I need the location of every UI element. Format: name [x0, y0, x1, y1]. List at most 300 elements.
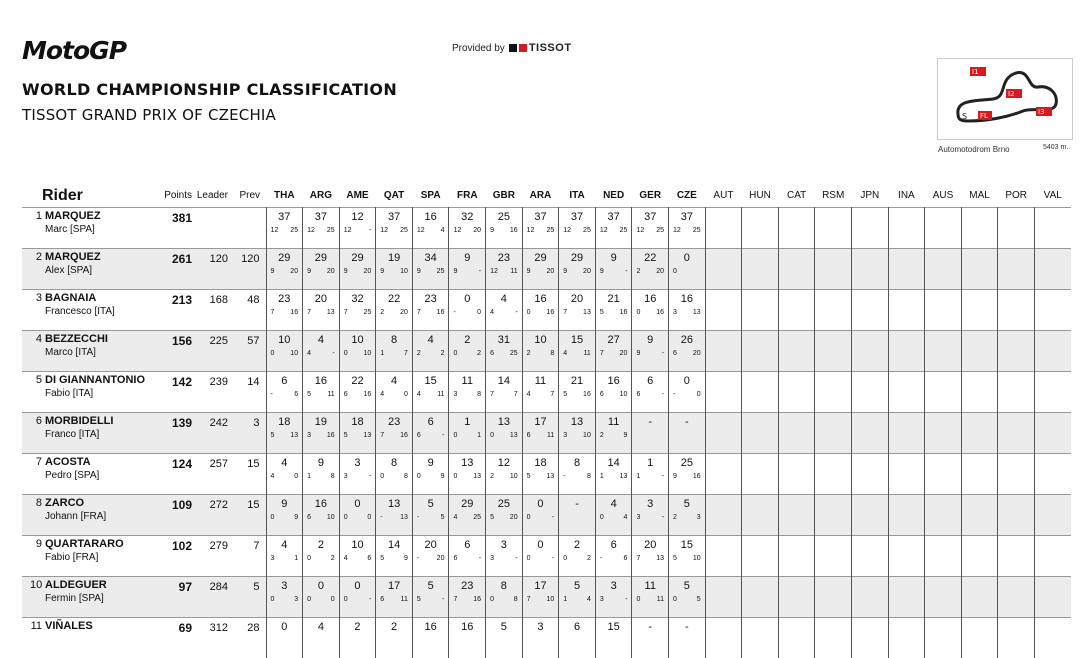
race-result-cell — [339, 372, 376, 413]
rider-points: 102 — [154, 536, 196, 577]
future-race-cell — [1034, 536, 1071, 577]
future-race-header-aut: AUT — [705, 184, 742, 208]
race-points: 13 — [363, 432, 371, 439]
rider-points: 124 — [154, 454, 196, 495]
race-points: 13 — [693, 309, 701, 316]
sprint-points: 9 — [673, 473, 677, 480]
race-total: 13 — [559, 416, 595, 428]
race-result-cell — [522, 208, 559, 249]
race-result-cell — [486, 454, 523, 495]
race-total: 3 — [596, 580, 632, 592]
race-result-cell — [266, 290, 303, 331]
race-points: - — [442, 432, 444, 439]
track-label-i3: I3 — [1038, 108, 1045, 116]
race-result-cell — [632, 331, 669, 372]
sprint-points: 6 — [380, 596, 384, 603]
race-result-cell — [376, 454, 413, 495]
race-result-cell — [266, 495, 303, 536]
sprint-points: 9 — [417, 268, 421, 275]
race-points: 9 — [404, 555, 408, 562]
rider-first-name: Johann [FRA] — [30, 511, 154, 522]
future-race-cell — [925, 454, 962, 495]
rider-cell — [22, 249, 154, 290]
sprint-points: 12 — [490, 268, 498, 275]
race-total: 16 — [596, 375, 632, 387]
gap-to-leader: 272 — [196, 495, 234, 536]
race-total: 29 — [523, 252, 559, 264]
race-total: 37 — [632, 211, 668, 223]
race-total: 25 — [486, 498, 522, 510]
race-points: 7 — [404, 350, 408, 357]
gap-to-prev: 3 — [234, 413, 266, 454]
race-header-ame: AME — [339, 184, 376, 208]
race-total: 16 — [449, 621, 485, 633]
race-result-cell — [486, 372, 523, 413]
rider-first-name: Fabio [ITA] — [30, 388, 154, 399]
sprint-points: 0 — [271, 596, 275, 603]
race-result-cell — [486, 536, 523, 577]
race-result-cell — [486, 290, 523, 331]
race-points: 7 — [514, 391, 518, 398]
future-race-cell — [705, 454, 742, 495]
table-row — [22, 618, 1071, 658]
race-points: 16 — [290, 309, 298, 316]
race-total: 1 — [632, 457, 668, 469]
rider-cell — [22, 577, 154, 618]
race-result-cell — [595, 331, 632, 372]
rider-cell — [22, 331, 154, 372]
race-result-cell — [632, 413, 669, 454]
future-race-cell — [925, 208, 962, 249]
race-result-cell — [595, 618, 632, 658]
race-total: 18 — [340, 416, 376, 428]
rider-last-name: ALDEGUER — [45, 579, 107, 591]
rider-first-name: Marco [ITA] — [30, 347, 154, 358]
race-total: 6 — [632, 375, 668, 387]
race-points: - — [662, 473, 664, 480]
race-total: 14 — [376, 539, 412, 551]
future-race-cell — [998, 536, 1035, 577]
race-points: 11 — [401, 596, 408, 603]
race-points: 20 — [400, 309, 408, 316]
race-points: 25 — [656, 227, 664, 234]
race-result-cell — [303, 290, 340, 331]
race-points: 16 — [546, 309, 554, 316]
future-race-cell — [925, 249, 962, 290]
future-race-cell — [852, 208, 889, 249]
future-race-cell — [961, 208, 998, 249]
race-total: 9 — [303, 457, 339, 469]
sprint-points: 4 — [344, 555, 348, 562]
race-points: 13 — [656, 555, 664, 562]
race-total: 21 — [559, 375, 595, 387]
sprint-points: 0 — [453, 432, 457, 439]
race-result-cell — [376, 208, 413, 249]
race-header-fra: FRA — [449, 184, 486, 208]
rider-first-name: Pedro [SPA] — [30, 470, 154, 481]
gap-to-leader: 312 — [196, 618, 234, 658]
race-result-cell — [559, 208, 596, 249]
race-total: 27 — [596, 334, 632, 346]
race-points: 13 — [473, 473, 481, 480]
race-result-cell — [486, 577, 523, 618]
race-result-cell — [449, 536, 486, 577]
race-result-cell — [522, 536, 559, 577]
future-race-cell — [742, 331, 779, 372]
sprint-points: 0 — [453, 473, 457, 480]
future-race-cell — [742, 290, 779, 331]
race-total: 6 — [596, 539, 632, 551]
rider-cell — [22, 454, 154, 495]
gap-to-leader: 279 — [196, 536, 234, 577]
future-race-cell — [961, 618, 998, 658]
race-total: 0 — [340, 498, 376, 510]
race-result-cell — [559, 495, 596, 536]
rider-position: 4 — [30, 333, 42, 345]
future-race-cell — [705, 331, 742, 372]
race-points: 20 — [693, 350, 701, 357]
future-race-cell — [705, 208, 742, 249]
race-total: 5 — [669, 498, 705, 510]
rider-last-name: ACOSTA — [45, 456, 91, 468]
sprint-points: 0 — [490, 596, 494, 603]
race-result-cell — [266, 618, 303, 658]
race-points: 9 — [441, 473, 445, 480]
race-total: 29 — [340, 252, 376, 264]
sprint-points: 9 — [490, 227, 494, 234]
sprint-points: 3 — [600, 596, 604, 603]
future-race-cell — [1034, 249, 1071, 290]
rider-last-name: MORBIDELLI — [45, 415, 113, 427]
race-points: 8 — [514, 596, 518, 603]
race-points: 10 — [400, 268, 408, 275]
future-race-cell — [852, 413, 889, 454]
future-race-cell — [888, 249, 925, 290]
race-total: 29 — [559, 252, 595, 264]
race-points: - — [552, 555, 554, 562]
race-total: 4 — [303, 621, 339, 633]
rider-points: 156 — [154, 331, 196, 372]
table-row — [22, 372, 1071, 413]
gap-to-prev: 48 — [234, 290, 266, 331]
future-race-cell — [815, 208, 852, 249]
sprint-points: 0 — [307, 596, 311, 603]
race-total: 20 — [559, 293, 595, 305]
race-total: 10 — [340, 539, 376, 551]
rider-points: 261 — [154, 249, 196, 290]
race-result-cell — [486, 413, 523, 454]
race-points: 11 — [657, 596, 664, 603]
race-total: 37 — [376, 211, 412, 223]
race-result-cell — [339, 536, 376, 577]
gap-to-prev — [234, 208, 266, 249]
race-points: 20 — [473, 227, 481, 234]
prev-column-header: Prev — [234, 184, 266, 208]
race-total: 2 — [303, 539, 339, 551]
gap-to-prev: 15 — [234, 454, 266, 495]
race-result-cell — [522, 290, 559, 331]
race-total: 2 — [449, 334, 485, 346]
sprint-points: 0 — [344, 514, 348, 521]
future-race-cell — [815, 372, 852, 413]
future-race-cell — [852, 331, 889, 372]
sprint-points: 2 — [490, 473, 494, 480]
race-result-cell — [266, 372, 303, 413]
sprint-points: - — [673, 391, 675, 398]
future-race-cell — [1034, 331, 1071, 372]
sprint-points: 0 — [490, 432, 494, 439]
race-total: 2 — [340, 621, 376, 633]
race-result-cell — [632, 536, 669, 577]
track-label-i2: I2 — [1008, 90, 1015, 98]
future-race-cell — [815, 331, 852, 372]
race-total: 12 — [340, 211, 376, 223]
sprint-points: 4 — [417, 391, 421, 398]
sprint-points: 6 — [527, 432, 531, 439]
race-total: 23 — [413, 293, 449, 305]
race-result-cell — [303, 249, 340, 290]
future-race-cell — [778, 372, 815, 413]
race-total: 5 — [486, 621, 522, 633]
race-result-cell — [303, 495, 340, 536]
race-points: 9 — [624, 432, 628, 439]
future-race-cell — [815, 413, 852, 454]
future-race-cell — [1034, 577, 1071, 618]
future-race-cell — [1034, 372, 1071, 413]
future-race-cell — [925, 372, 962, 413]
race-result-cell — [559, 618, 596, 658]
future-race-cell — [925, 618, 962, 658]
race-total: 16 — [303, 498, 339, 510]
gap-to-prev: 28 — [234, 618, 266, 658]
future-race-cell — [925, 331, 962, 372]
race-result-cell — [266, 331, 303, 372]
rider-last-name: BEZZECCHI — [45, 333, 108, 345]
race-points: - — [662, 514, 664, 521]
race-result-cell — [595, 577, 632, 618]
race-result-cell — [412, 495, 449, 536]
future-race-cell — [778, 495, 815, 536]
race-total: 4 — [413, 334, 449, 346]
sprint-points: 3 — [490, 555, 494, 562]
race-total: 4 — [376, 375, 412, 387]
race-result-cell — [339, 331, 376, 372]
rider-cell — [22, 290, 154, 331]
future-race-cell — [998, 413, 1035, 454]
race-points: 20 — [656, 268, 664, 275]
race-total: 4 — [486, 293, 522, 305]
future-race-cell — [888, 413, 925, 454]
race-result-cell — [595, 454, 632, 495]
race-total: 3 — [523, 621, 559, 633]
sprint-points: 9 — [344, 268, 348, 275]
future-race-cell — [705, 249, 742, 290]
race-points: 25 — [546, 227, 554, 234]
future-race-cell — [742, 618, 779, 658]
race-result-cell — [266, 413, 303, 454]
race-result-cell — [559, 413, 596, 454]
race-total: 4 — [267, 457, 303, 469]
race-total: - — [559, 498, 595, 510]
race-result-cell — [559, 577, 596, 618]
race-total: 6 — [413, 416, 449, 428]
swiss-cross-icon — [519, 44, 527, 52]
race-result-cell — [376, 331, 413, 372]
race-points: 11 — [510, 268, 517, 275]
race-total: 0 — [340, 580, 376, 592]
race-result-cell — [449, 290, 486, 331]
race-points: 25 — [693, 227, 701, 234]
race-result-cell — [486, 249, 523, 290]
future-race-cell — [742, 249, 779, 290]
rider-cell — [22, 618, 154, 658]
race-result-cell — [449, 618, 486, 658]
sprint-points: - — [453, 309, 455, 316]
race-result-cell — [449, 249, 486, 290]
race-total: 16 — [303, 375, 339, 387]
table-row — [22, 290, 1071, 331]
race-points: - — [332, 350, 334, 357]
race-total: 8 — [376, 334, 412, 346]
race-result-cell — [449, 577, 486, 618]
race-total: 37 — [559, 211, 595, 223]
race-points: - — [662, 350, 664, 357]
sprint-points: 12 — [453, 227, 461, 234]
race-total: 32 — [340, 293, 376, 305]
race-result-cell — [266, 577, 303, 618]
future-race-cell — [705, 536, 742, 577]
gap-to-leader: 257 — [196, 454, 234, 495]
race-points: - — [662, 391, 664, 398]
future-race-cell — [705, 495, 742, 536]
race-result-cell — [559, 536, 596, 577]
future-race-cell — [888, 372, 925, 413]
race-result-cell — [595, 249, 632, 290]
race-points: 16 — [437, 309, 445, 316]
race-total: 9 — [596, 252, 632, 264]
race-result-cell — [412, 208, 449, 249]
race-points: 20 — [363, 268, 371, 275]
sprint-points: 5 — [563, 391, 567, 398]
race-total: 19 — [376, 252, 412, 264]
race-result-cell — [632, 454, 669, 495]
sprint-points: 9 — [307, 268, 311, 275]
race-total: 25 — [486, 211, 522, 223]
race-result-cell — [595, 536, 632, 577]
sprint-points: 0 — [271, 350, 275, 357]
race-total: - — [669, 416, 705, 428]
race-result-cell — [339, 577, 376, 618]
race-points: - — [442, 596, 444, 603]
race-total: 20 — [303, 293, 339, 305]
future-race-cell — [998, 208, 1035, 249]
sprint-points: - — [271, 391, 273, 398]
rider-last-name: DI GIANNANTONIO — [45, 374, 145, 386]
sprint-points: 0 — [527, 555, 531, 562]
race-total: 4 — [267, 539, 303, 551]
sprint-points: 9 — [636, 350, 640, 357]
race-total: 8 — [559, 457, 595, 469]
sprint-points: 2 — [636, 268, 640, 275]
sprint-points: 0 — [600, 514, 604, 521]
rider-first-name: Fermin [SPA] — [30, 593, 154, 604]
race-total: 8 — [486, 580, 522, 592]
race-points: 1 — [477, 432, 481, 439]
race-result-cell — [559, 331, 596, 372]
race-result-cell — [632, 208, 669, 249]
race-total: 13 — [449, 457, 485, 469]
page-title: WORLD CHAMPIONSHIP CLASSIFICATION — [22, 80, 397, 99]
race-result-cell — [339, 290, 376, 331]
future-race-cell — [778, 577, 815, 618]
future-race-cell — [852, 249, 889, 290]
race-result-cell — [669, 290, 706, 331]
sprint-points: - — [380, 514, 382, 521]
race-total: 23 — [376, 416, 412, 428]
race-result-cell — [376, 577, 413, 618]
sprint-points: 4 — [490, 309, 494, 316]
gap-to-leader — [196, 208, 234, 249]
race-result-cell — [632, 290, 669, 331]
race-points: 13 — [510, 432, 518, 439]
future-race-cell — [778, 413, 815, 454]
race-total: 0 — [523, 498, 559, 510]
sprint-points: 6 — [636, 391, 640, 398]
motogp-logo: MotoGP — [22, 36, 126, 65]
race-total: 32 — [449, 211, 485, 223]
race-result-cell — [486, 495, 523, 536]
sprint-points: 7 — [417, 309, 421, 316]
race-total: 3 — [486, 539, 522, 551]
sprint-points: 4 — [527, 391, 531, 398]
race-result-cell — [339, 208, 376, 249]
race-points: 3 — [697, 514, 701, 521]
race-result-cell — [339, 413, 376, 454]
race-result-cell — [376, 536, 413, 577]
race-result-cell — [632, 495, 669, 536]
race-result-cell — [595, 290, 632, 331]
future-race-cell — [961, 454, 998, 495]
race-result-cell — [669, 413, 706, 454]
race-total: 13 — [486, 416, 522, 428]
race-points: 16 — [510, 227, 518, 234]
sprint-points: 7 — [527, 596, 531, 603]
race-points: 2 — [587, 555, 591, 562]
race-result-cell — [449, 495, 486, 536]
race-points: 13 — [546, 473, 554, 480]
future-race-cell — [1034, 618, 1071, 658]
race-points: 16 — [473, 596, 481, 603]
sprint-points: 0 — [380, 473, 384, 480]
race-result-cell — [412, 618, 449, 658]
race-result-cell — [412, 331, 449, 372]
gap-to-leader: 239 — [196, 372, 234, 413]
future-race-cell — [1034, 290, 1071, 331]
race-points: - — [625, 268, 627, 275]
race-total: 11 — [449, 375, 485, 387]
race-total: 3 — [267, 580, 303, 592]
race-points: 8 — [477, 391, 481, 398]
race-result-cell — [522, 495, 559, 536]
future-race-cell — [961, 536, 998, 577]
race-points: 16 — [656, 309, 664, 316]
table-row — [22, 249, 1071, 290]
sprint-points: 7 — [344, 309, 348, 316]
sprint-points: 9 — [271, 268, 275, 275]
race-result-cell — [669, 454, 706, 495]
sprint-points: 12 — [600, 227, 608, 234]
race-result-cell — [303, 331, 340, 372]
